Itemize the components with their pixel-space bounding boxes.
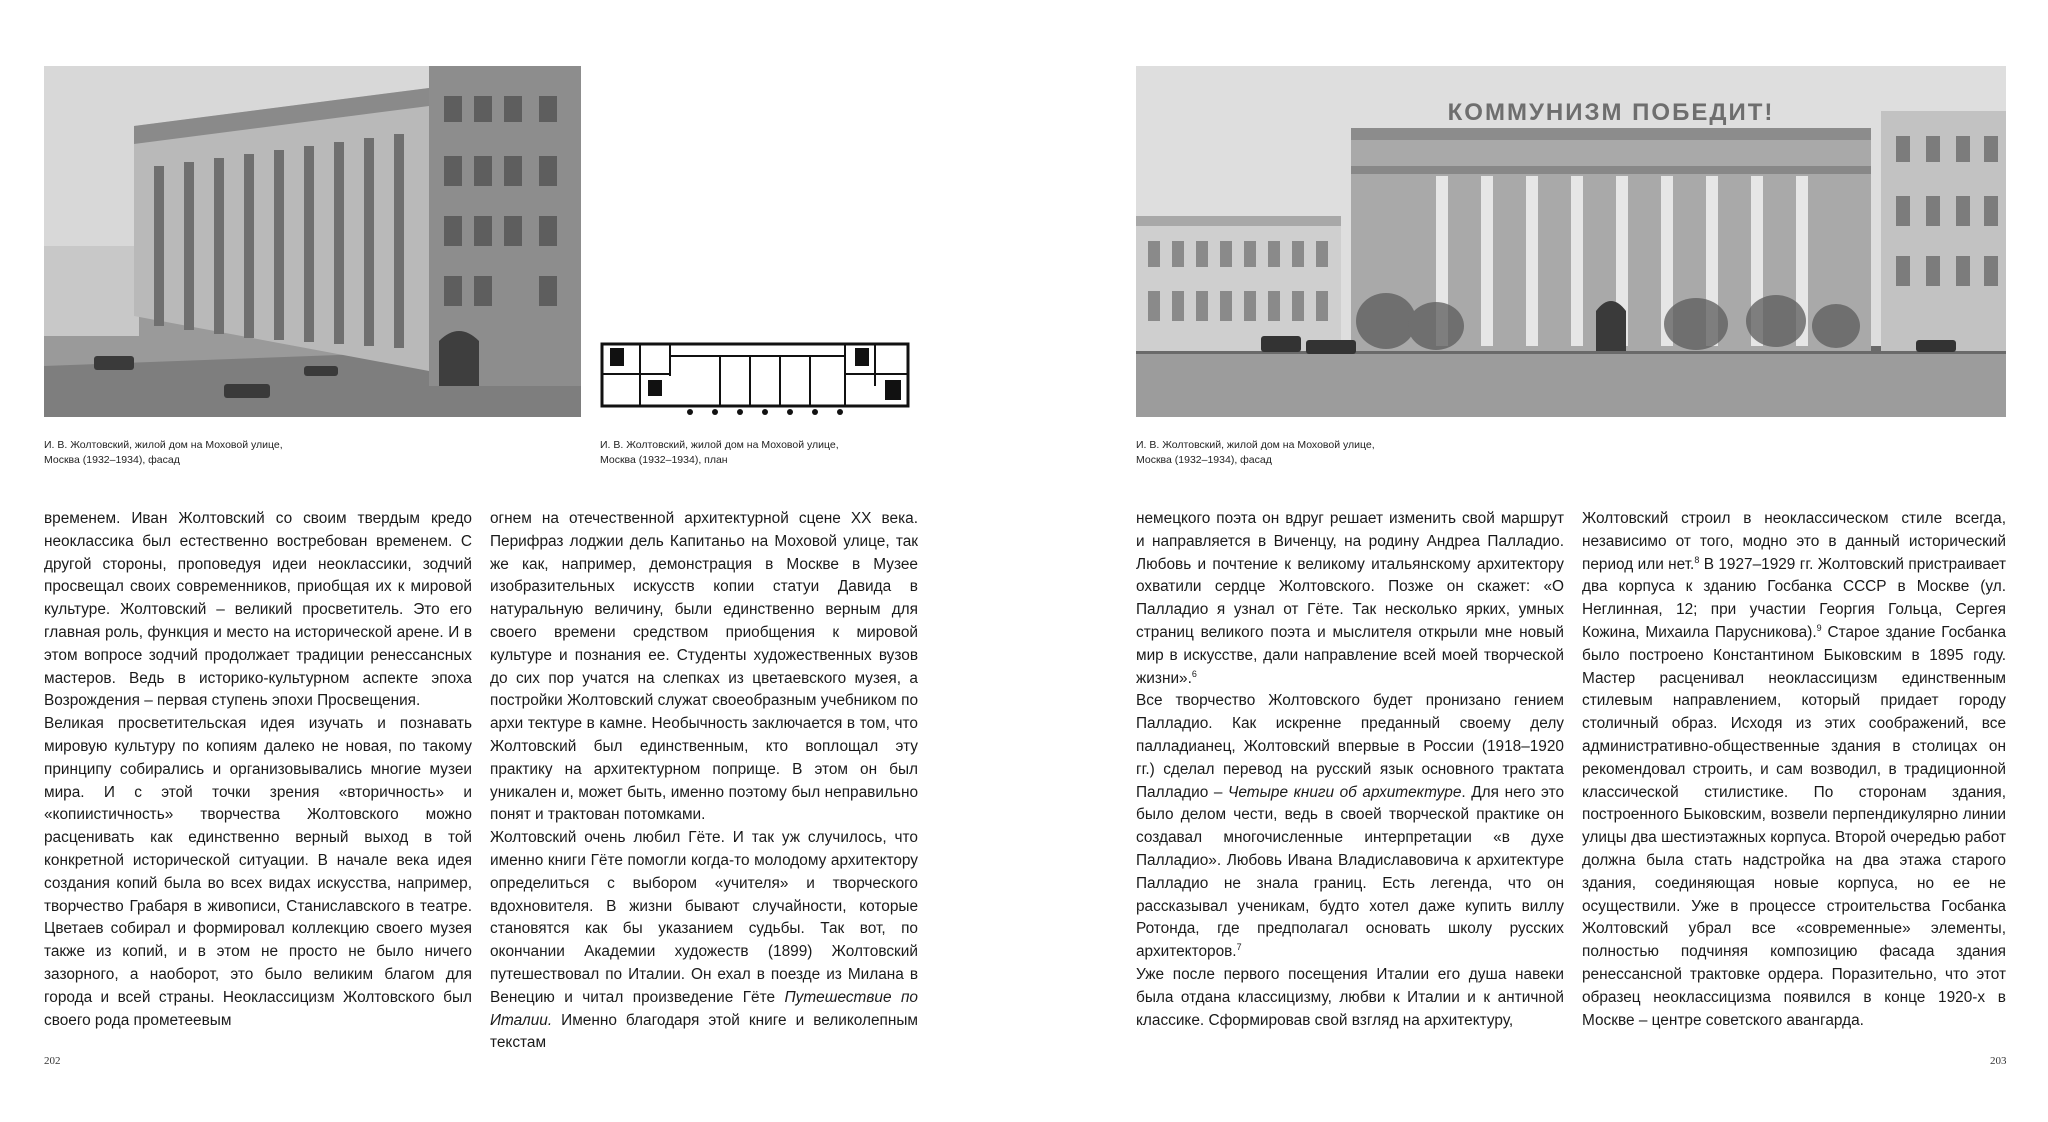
caption-line: Москва (1932–1934), план (600, 454, 728, 466)
text-column-1 (44, 508, 472, 1032)
paragraph (1136, 690, 1564, 964)
text-column-3 (1136, 508, 1564, 1032)
caption-line: И. В. Жолтовский, жилой дом на Моховой улице, (600, 439, 839, 451)
paragraph: временем. Иван Жолтовский со своим твердым кредо неоклассика был естественно востребован временем. С другой стороны, проповедуя идеи неоклассики, зодчий просвещал своих современников, приобщая их к мировой культуре. Жолтовский – великий просветитель. Это его главная роль, функция и место на исторической арене. И в этом вопросе зодчий продолжает традиции ренессансных мастеров. Ведь в историко-культурном аспекте эпоха Возрождения – первая ступень эпохи Просвещения. (44, 510, 472, 710)
footnote-ref: 7 (1236, 942, 1242, 953)
text-run: Все творчество Жолтовского будет пронизано гением Палладио. Как искренне преданный своему делу палладианец, Жолтовский впервые в России (1918–1920 гг.) сделал перевод на русский язык основного трактата Палладио – (1136, 692, 1564, 801)
text-run: В 1927–1929 гг. Жолтовский пристраивает два корпуса к зданию Госбанка СССР в Москве (ул. Неглинная, 12; при участии Георгия Гольца, Сергея Кожина, Михаила Парусникова). (1582, 555, 2006, 641)
caption-line: Москва (1932–1934), фасад (44, 454, 180, 466)
caption-line: Москва (1932–1934), фасад (1136, 454, 1272, 466)
paragraph (490, 827, 918, 1055)
book-title: Четыре книги об архитектуре (1228, 783, 1462, 801)
paragraph: Великая просветительская идея изучать и познавать мировую культуру по копиям далеко не новая, по такому принципу собирались и организовывались многие музеи мира. И с этой точки зрения «вторичность» и «копиистичность» творчества Жолтовского можно расценивать как единственно верный выход в той конкретной исторической ситуации. В начале века идея создания копий была во всех видах искусства, например, творчество Грабаря в живописи, Станиславского в театре. Цветаев собирал и формировал коллекцию своего музея также из копий, и в этом не просто не было ничего зазорного, а наоборот, это было великим благом для города и всей страны. Неоклассицизм Жолтовского был своего рода прометеевым (44, 715, 472, 1029)
text-run: Жолтовский строил в неоклассическом стиле всегда, независимо от того, модно это в данный исторический период или нет. (1582, 510, 2006, 573)
facade-caption-right (1136, 438, 1436, 468)
plan-caption (600, 438, 900, 468)
text-run: Старое здание Госбанка было построено Константином Быковским в 1895 году. Мастер расценивал неоклассицизм единственным стилевым направлением, который придает городу столичный образ. Исходя из этих соображений, все административно-общественные здания в столицах он рекомендовал строить, и сам возводил, в традиционной классической стилистике. По сторонам здания, построенного Быковским, возвели перпендикулярно линии улицы два шестиэтажных корпуса. Второй очередью работ должна была стать надстройка на два этажа старого здания, соединяющая новые корпуса, но ее не осуществили. Уже в процессе строительства Госбанка Жолтовский убрал все «современные» элементы, полностью подчиняя композицию фасада здания ренессансной трактовке ордера. Поразительно, что этот образец неоклассицизма появился в конце 1920-х в Москве – центре советского авангарда. (1582, 623, 2006, 1029)
page-number: 203 (1990, 1055, 2007, 1067)
text-run: Именно благодаря этой книге и великолепным текстам (490, 1011, 918, 1052)
footnote-ref: 6 (1191, 668, 1197, 679)
facade-photo-wide (1136, 66, 2006, 417)
page-number: 202 (44, 1055, 61, 1067)
right-page (1024, 0, 2048, 1122)
text-run: . Для него это было делом чести, ведь в своей творческой практике он создавал многочисленные интерпретации «в духе Палладио». Любовь Ивана Владиславовича к архитектуре Палладио не знала границ. Есть легенда, что он рассказывал ученикам, будто хотел даже купить виллу Ротонда, где предполагал основать школу русских архитекторов. (1136, 783, 1565, 961)
paragraph (1582, 508, 2006, 1032)
footnote-ref: 8 (1694, 554, 1700, 565)
text-column-4 (1582, 508, 2006, 1032)
paragraph: Уже после первого посещения Италии его душа навеки была отдана классицизму, любви к Италии и к античной классике. Сформировав свой взгляд на архитектуру, (1136, 965, 1564, 1029)
text-run: немецкого поэта он вдруг решает изменить свой маршрут и направляется в Виченцу, на родину Андреа Палладио. Любовь и почтение к великому итальянскому архитектору охватили сердце Жолтовского. Позже он скажет: «О Палладио я узнал от Гёте. Так несколько ярких, умных страниц великого поэта и мыслителя открыли мне новый мир в искусстве, дали направление всей моей творческой жизни». (1136, 510, 1564, 687)
paragraph: огнем на отечественной архитектурной сцене XX века. Перифраз лоджии дель Капитаньо на Моховой улице, так же как, например, демонстрация в Москве в Музее изобразительных искусств копии статуи Давида в натуральную величину, были единственно верным для своего времени средством приобщения к мировой культуре и познания ее. Студенты художественных вузов до сих пор учатся на слепках из цветаевского музея, а постройки Жолтовский служат своеобразным учебником по архи тектуре в камне. Необычность заключается в том, что Жолтовский был единственным, кто воплощал эту практику на архитектурном поприще. В этом он был уникален и, может быть, именно поэтому был неправильно понят и трактован потомками. (490, 510, 918, 824)
floor-plan-drawing (600, 336, 910, 418)
facade-photo (44, 66, 581, 417)
caption-line: И. В. Жолтовский, жилой дом на Моховой улице, (44, 439, 283, 451)
paragraph (1136, 508, 1564, 690)
text-column-2 (490, 508, 918, 1055)
book-title: Путешествие по Италии. (490, 988, 918, 1029)
caption-line: И. В. Жолтовский, жилой дом на Моховой улице, (1136, 439, 1375, 451)
rooftop-slogan: КОММУНИЗМ ПОБЕДИТ! (1447, 99, 1775, 126)
text-run: Жолтовский очень любил Гёте. И так уж случилось, что именно книги Гёте помогли когда-то молодому архитектору определиться с выбором «учителя» и творческого вдохновителя. В жизни бывают случайности, которые становятся как бы указанием судьбы. Так вот, по окончании Академии художеств (1899) Жолтовский путешествовал по Италии. Он ехал в поезде из Милана в Венецию и читал произведение Гёте (490, 829, 918, 1006)
facade-caption (44, 438, 344, 468)
footnote-ref: 9 (1816, 622, 1822, 633)
